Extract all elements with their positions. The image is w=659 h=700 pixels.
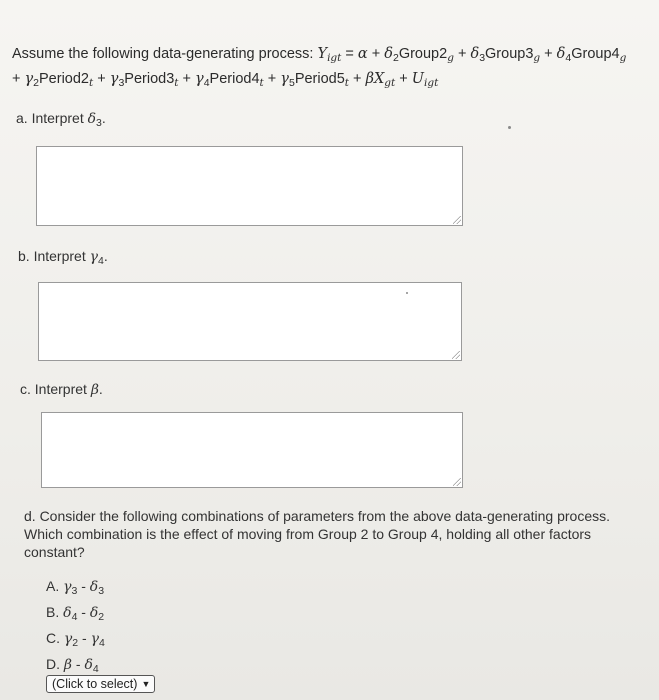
option-d: D. β - $\delta_4$ — [46, 656, 99, 675]
group4-term: Group4 — [571, 46, 620, 62]
delta-symbol: δ — [87, 111, 97, 127]
sub-4: 4 — [565, 52, 572, 64]
answer-box-c[interactable] — [41, 412, 463, 488]
plus-sign: + — [93, 71, 110, 87]
sub-g: g — [533, 52, 541, 64]
delta-symbol: δ — [384, 46, 393, 62]
question-c-label: c. Interpret β. — [20, 381, 103, 398]
group2-term: Group2 — [398, 46, 448, 62]
sub-2: 2 — [33, 77, 40, 89]
option-b: B. $\delta_4 - \delta_2$ — [46, 604, 105, 623]
select-label: (Click to select) — [52, 677, 138, 691]
var-Y: Y — [317, 46, 328, 62]
sub-2: 2 — [392, 52, 399, 64]
var-U: U — [411, 71, 424, 87]
delta-symbol: δ — [556, 46, 566, 62]
sub-t: t — [174, 77, 179, 89]
option-c: C. $\gamma_2 - \gamma_4$ — [46, 630, 105, 649]
answer-box-b[interactable] — [38, 282, 462, 361]
sub-g: g — [447, 52, 454, 64]
plus-sign: + — [540, 46, 557, 62]
question-b-label: b. Interpret $\gamma_4$. — [18, 248, 108, 267]
plus-sign: + — [12, 71, 25, 87]
resize-grip-icon[interactable] — [452, 351, 460, 359]
sub-gt: gt — [384, 77, 396, 89]
equation-intro: Assume the following data-generating process: — [12, 46, 318, 62]
delta-symbol: δ — [470, 46, 480, 62]
plus-sign: + — [178, 71, 196, 87]
period2-term: Period2 — [39, 71, 89, 87]
question-a-label: a. Interpret $\delta_3$. — [16, 110, 106, 129]
period3-term: Period3 — [124, 71, 175, 87]
plus-sign: + — [349, 71, 366, 87]
gamma-symbol: γ — [109, 71, 119, 87]
beta-symbol: β — [365, 71, 374, 87]
question-d-text: d. Consider the following combinations of parameters from the above data-generating process. Which combination is the effect of moving from Group 2 to Group 4, holding all other factors constant? — [24, 508, 610, 560]
sub-t: t — [344, 77, 350, 89]
answer-box-a[interactable] — [36, 146, 463, 226]
gamma-symbol: γ — [24, 71, 34, 87]
option-a: A. $\gamma_3 - \delta_3$ — [46, 578, 105, 597]
sub-3: 3 — [118, 77, 125, 89]
alpha-symbol: α — [357, 46, 368, 62]
plus-sign: + — [395, 71, 412, 87]
data-generating-process-equation — [12, 44, 652, 94]
sub-5: 5 — [288, 77, 295, 89]
resize-grip-icon[interactable] — [453, 478, 461, 486]
answer-select-dropdown[interactable] — [46, 675, 155, 693]
group3-term: Group3 — [485, 46, 534, 62]
gamma-symbol: γ — [280, 71, 289, 87]
equation-line-2 — [12, 69, 652, 94]
period5-term: Period5 — [294, 71, 345, 87]
period4-term: Period4 — [209, 71, 260, 87]
sub-3: 3 — [479, 52, 486, 64]
plus-sign: + — [263, 71, 281, 87]
options-list — [46, 576, 105, 680]
speck-mark — [406, 292, 408, 294]
plus-sign: + — [367, 46, 385, 62]
sub-t: t — [89, 77, 94, 89]
sub-t: t — [259, 77, 264, 89]
plus-sign: + — [453, 46, 471, 62]
var-X: X — [373, 71, 385, 87]
equals-sign: = — [341, 46, 358, 62]
sub-g: g — [619, 52, 627, 64]
sub-4: 4 — [203, 77, 210, 89]
beta-symbol: β — [90, 382, 99, 398]
speck-mark — [508, 126, 511, 129]
gamma-symbol: γ — [195, 71, 204, 87]
gamma-symbol: γ — [89, 249, 98, 265]
chevron-down-icon: ▼ — [141, 678, 151, 689]
sub-igt: igt — [327, 52, 342, 64]
equation-line-1 — [12, 44, 652, 69]
resize-grip-icon[interactable] — [453, 216, 461, 224]
sub-igt: igt — [424, 77, 439, 89]
